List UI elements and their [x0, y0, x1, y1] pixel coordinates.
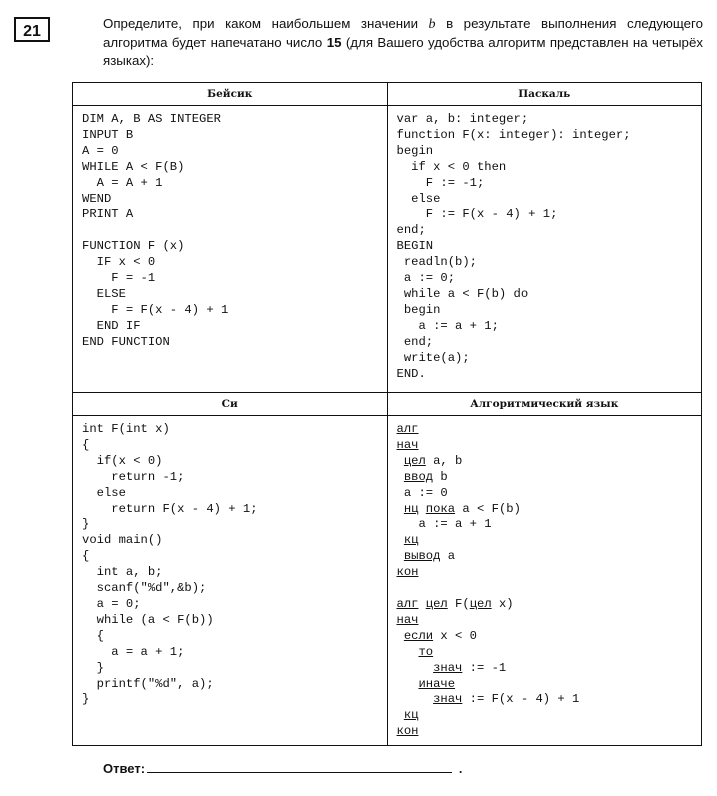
task-target-value: 15 — [326, 35, 342, 50]
header-pascal: Паскаль — [387, 83, 702, 106]
header-basic: Бейсик — [73, 83, 388, 106]
task-text-part1: Определите, при каком наибольшем значении — [103, 16, 429, 31]
task-number: 21 — [14, 17, 50, 42]
code-basic: DIM A, B AS INTEGER INPUT B A = 0 WHILE A < F(B) A = A + 1 WEND PRINT A FUNCTION F (x) IF x < 0 F = -1 ELSE F = F(x - 4) + 1 END IF END FUNCTION — [82, 112, 229, 349]
task-text-part3: (для Вашего удобства алгоритм представлен на четырёх языках): — [103, 35, 703, 68]
task-text — [103, 15, 703, 70]
task-variable: b — [428, 17, 436, 32]
code-c: int F(int x) { if(x < 0) return -1; else return F(x - 4) + 1; } void main() { int a, b; scanf("%d",&b); a = 0; while (a < F(b)) { a = a + 1; } printf("%d", a); } — [82, 422, 258, 707]
code-pascal: var a, b: integer; function F(x: integer): integer; begin if x < 0 then F := -1; else F := F(x - 4) + 1; end; BEGIN readln(b); a := 0; while a < F(b) do begin a := a + 1; end; write(a); END. — [396, 112, 631, 381]
answer-end-dot: . — [459, 761, 463, 776]
code-table — [72, 82, 702, 746]
cell-basic — [73, 106, 388, 393]
cell-algo — [387, 416, 702, 746]
answer-label: Ответ: — [103, 761, 146, 776]
cell-pascal — [387, 106, 702, 393]
code-algo: алг нач цел a, b ввод b a := 0 нц пока a < F(b) a := a + 1 кц вывод a кон алг цел F(цел x) нач если x < 0 то знач := -1 иначе знач := F(x - 4) + 1 кц кон — [396, 422, 580, 739]
answer-line[interactable] — [147, 772, 452, 773]
header-algo: Алгоритмический язык — [387, 393, 702, 416]
task-text-part2: в результате выполнения следующего алгоритма будет напечатано число — [103, 16, 703, 50]
cell-c — [73, 416, 388, 746]
header-c: Си — [73, 393, 388, 416]
